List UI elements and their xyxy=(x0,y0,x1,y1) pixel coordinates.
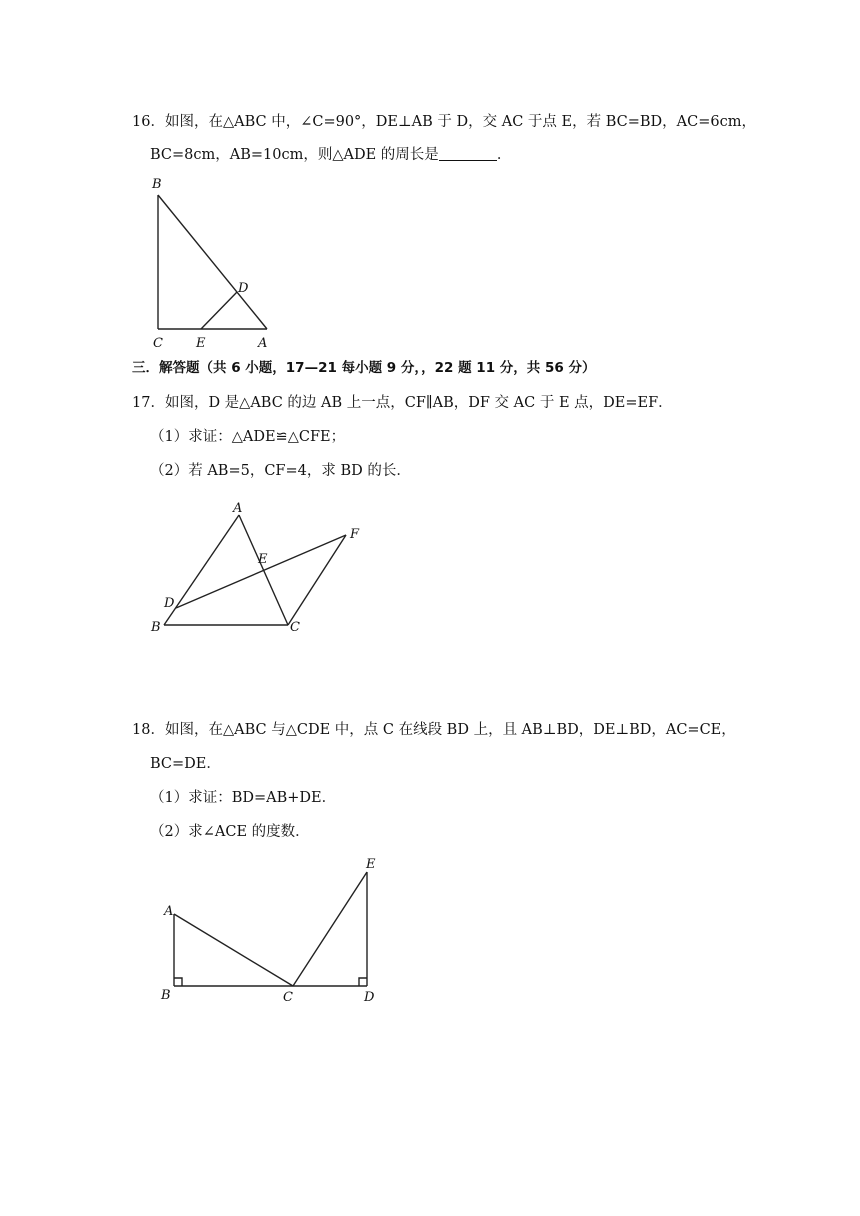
label-c: C xyxy=(153,336,163,351)
q18-part1: （1）求证：BD=AB+DE． xyxy=(150,790,337,806)
answer-blank xyxy=(439,146,497,161)
segment-cf xyxy=(288,535,346,625)
label-c: C xyxy=(290,620,300,635)
q17-figure xyxy=(150,495,380,645)
segment-ac xyxy=(174,914,293,986)
q16-line1: 16．如图，在△ABC 中，∠C=90°，DE⊥AB 于 D，交 AC 于点 E，若 BC=BD，AC=6cm， xyxy=(132,114,756,130)
label-a: A xyxy=(164,904,174,919)
q18-part2: （2）求∠ACE 的度数． xyxy=(150,824,310,840)
q18-line2: BC=DE． xyxy=(150,756,221,772)
q18-figure xyxy=(155,850,395,1010)
label-b: B xyxy=(151,620,161,635)
q17-part1: （1）求证：△ADE≌△CFE； xyxy=(150,429,346,445)
label-d: D xyxy=(238,281,249,296)
label-e: E xyxy=(196,336,206,351)
segment-df xyxy=(176,535,346,608)
label-a: A xyxy=(258,336,268,351)
label-a: A xyxy=(233,501,243,516)
q16-line2-end: ． xyxy=(496,147,512,163)
label-f: F xyxy=(350,527,360,542)
segment-ba xyxy=(158,195,267,329)
label-b: B xyxy=(161,988,171,1003)
segment-ce xyxy=(293,872,367,986)
q17-part2: （2）若 AB=5，CF=4，求 BD 的长． xyxy=(150,463,411,479)
q16-line2-text: BC=8cm，AB=10cm，则△ADE 的周长是 xyxy=(150,147,439,163)
segment-ab xyxy=(164,515,239,625)
label-e: E xyxy=(258,552,268,567)
q17-line1: 17．如图，D 是△ABC 的边 AB 上一点，CF∥AB，DF 交 AC 于 E 点，DE=EF． xyxy=(132,395,673,411)
label-d: D xyxy=(364,990,375,1005)
section-heading: 三．解答题（共 6 小题，17—21 每小题 9 分，，22 题 11 分，共 56 分） xyxy=(132,360,596,376)
label-d: D xyxy=(164,596,175,611)
q18-line1: 18．如图，在△ABC 与△CDE 中，点 C 在线段 BD 上，且 AB⊥BD，DE⊥BD，AC=CE， xyxy=(132,722,736,738)
label-e: E xyxy=(366,857,376,872)
q16-figure xyxy=(140,170,290,350)
right-angle-mark-b xyxy=(174,978,182,986)
right-angle-mark-d xyxy=(359,978,367,986)
segment-de xyxy=(201,292,237,329)
label-c: C xyxy=(283,990,293,1005)
label-b: B xyxy=(152,177,162,192)
q16-line2 xyxy=(150,145,511,165)
